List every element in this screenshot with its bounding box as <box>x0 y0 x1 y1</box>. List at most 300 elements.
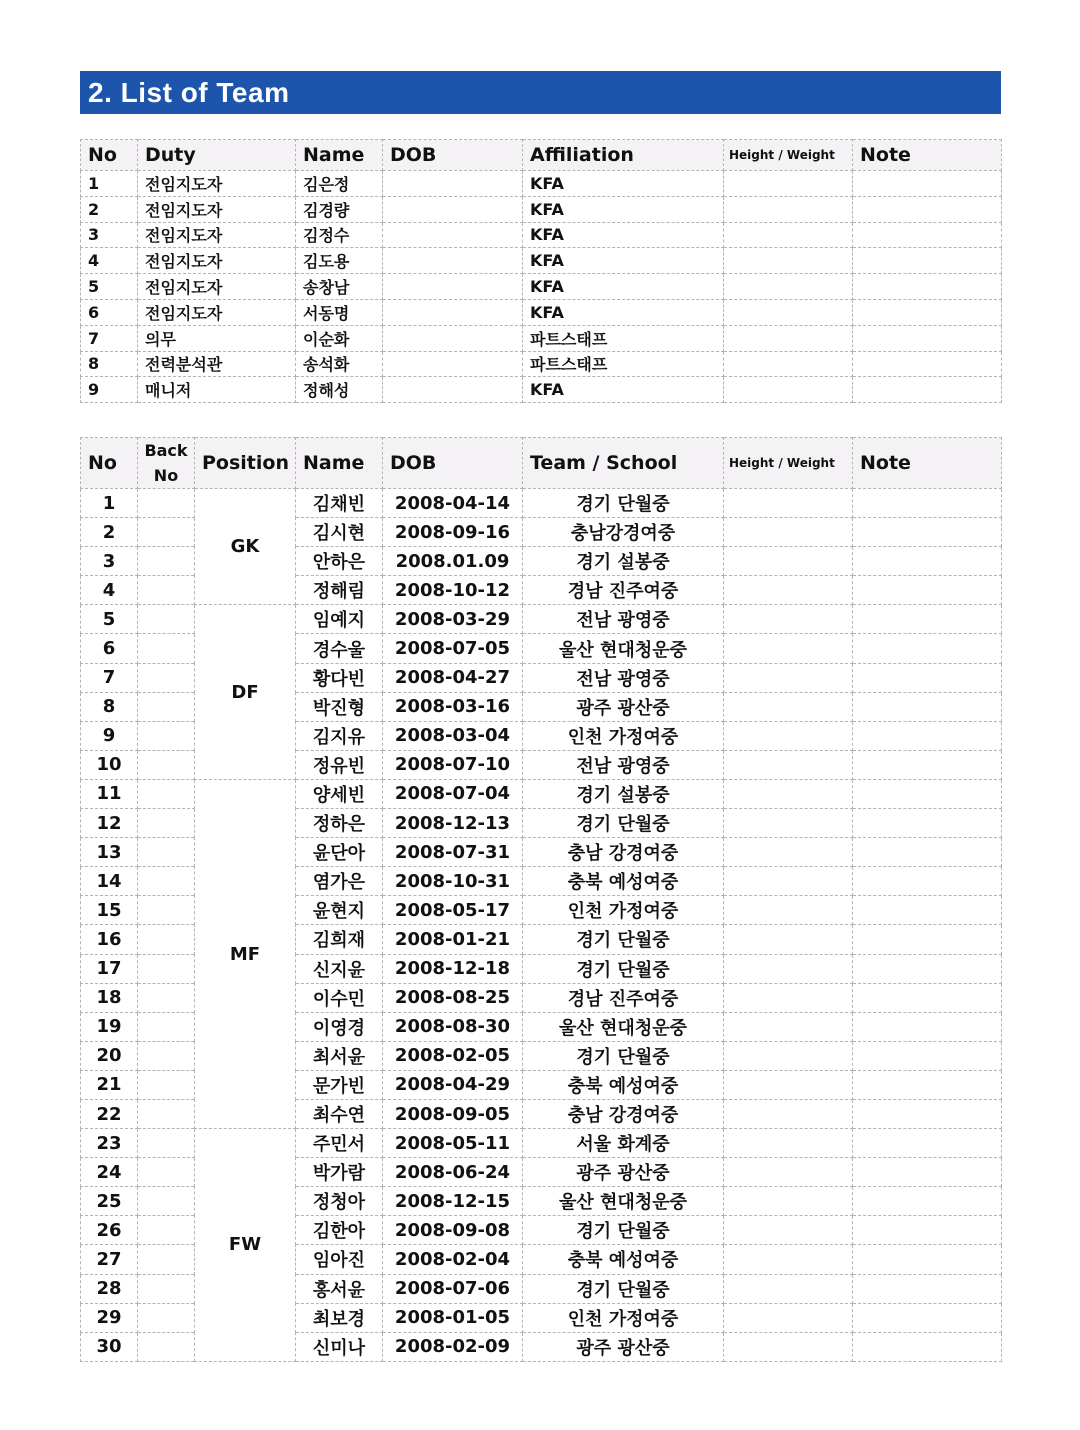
player-team-school: 경기 단월중 <box>523 809 724 838</box>
staff-note <box>853 248 1002 274</box>
player-table <box>80 437 1002 1362</box>
player-no: 19 <box>81 1012 138 1041</box>
staff-no: 5 <box>81 274 138 300</box>
player-back-no <box>138 721 195 750</box>
player-back-no <box>138 605 195 634</box>
player-no: 21 <box>81 1070 138 1099</box>
player-team-school: 충남 강경여중 <box>523 1099 724 1128</box>
player-back-no <box>138 547 195 576</box>
player-note <box>853 576 1002 605</box>
position-group-label: FW <box>195 1129 296 1362</box>
player-note <box>853 692 1002 721</box>
staff-dob <box>383 299 523 325</box>
staff-row <box>81 248 1002 274</box>
player-note <box>853 838 1002 867</box>
player-no: 7 <box>81 663 138 692</box>
player-height-weight <box>724 489 853 518</box>
player-name: 김희재 <box>296 925 383 954</box>
header-no: No <box>81 438 138 489</box>
staff-note <box>853 377 1002 403</box>
player-dob: 2008-09-08 <box>383 1216 523 1245</box>
player-height-weight <box>724 1158 853 1187</box>
player-name: 안하은 <box>296 547 383 576</box>
player-name: 최서윤 <box>296 1041 383 1070</box>
player-no: 26 <box>81 1216 138 1245</box>
staff-note <box>853 351 1002 377</box>
player-back-no <box>138 1012 195 1041</box>
player-height-weight <box>724 809 853 838</box>
player-no: 10 <box>81 750 138 779</box>
player-name: 주민서 <box>296 1129 383 1158</box>
player-height-weight <box>724 1099 853 1128</box>
staff-no: 1 <box>81 171 138 197</box>
staff-body <box>81 171 1002 403</box>
player-no: 15 <box>81 896 138 925</box>
staff-no: 6 <box>81 299 138 325</box>
staff-dob <box>383 325 523 351</box>
player-back-no <box>138 518 195 547</box>
player-note <box>853 1012 1002 1041</box>
staff-height-weight <box>724 196 853 222</box>
player-team-school: 전남 광영중 <box>523 605 724 634</box>
player-no: 3 <box>81 547 138 576</box>
player-name: 최보경 <box>296 1303 383 1332</box>
player-no: 29 <box>81 1303 138 1332</box>
player-team-school: 인천 가정여중 <box>523 896 724 925</box>
player-note <box>853 750 1002 779</box>
player-height-weight <box>724 1041 853 1070</box>
staff-row <box>81 325 1002 351</box>
header-note: Note <box>853 140 1002 171</box>
header-height-weight: Height / Weight <box>724 438 853 489</box>
player-height-weight <box>724 576 853 605</box>
player-name: 최수연 <box>296 1099 383 1128</box>
player-note <box>853 1332 1002 1361</box>
player-note <box>853 809 1002 838</box>
player-back-no <box>138 838 195 867</box>
player-row <box>81 1129 1002 1158</box>
position-group-label: GK <box>195 489 296 605</box>
player-back-no <box>138 1129 195 1158</box>
staff-note <box>853 196 1002 222</box>
player-team-school: 경기 단월중 <box>523 954 724 983</box>
player-team-school: 경기 단월중 <box>523 1041 724 1070</box>
header-dob: DOB <box>383 438 523 489</box>
player-team-school: 인천 가정여중 <box>523 1303 724 1332</box>
staff-dob <box>383 222 523 248</box>
player-note <box>853 1216 1002 1245</box>
player-team-school: 광주 광산중 <box>523 1158 724 1187</box>
staff-height-weight <box>724 351 853 377</box>
staff-note <box>853 299 1002 325</box>
player-back-no <box>138 576 195 605</box>
player-back-no <box>138 1070 195 1099</box>
player-dob: 2008-03-04 <box>383 721 523 750</box>
player-team-school: 경기 단월중 <box>523 1216 724 1245</box>
player-no: 9 <box>81 721 138 750</box>
staff-no: 2 <box>81 196 138 222</box>
player-back-no <box>138 779 195 808</box>
player-height-weight <box>724 605 853 634</box>
player-dob: 2008-02-09 <box>383 1332 523 1361</box>
header-height-weight: Height / Weight <box>724 140 853 171</box>
player-back-no <box>138 983 195 1012</box>
player-note <box>853 983 1002 1012</box>
player-name: 홍서윤 <box>296 1274 383 1303</box>
header-back-no-line1: Back <box>144 441 188 460</box>
player-row <box>81 605 1002 634</box>
staff-note <box>853 274 1002 300</box>
staff-name: 정해성 <box>296 377 383 403</box>
player-no: 1 <box>81 489 138 518</box>
player-name: 김채빈 <box>296 489 383 518</box>
player-no: 24 <box>81 1158 138 1187</box>
player-name: 신지윤 <box>296 954 383 983</box>
section-title: 2. List of Team <box>80 71 1001 114</box>
header-name: Name <box>296 438 383 489</box>
player-name: 정해림 <box>296 576 383 605</box>
player-back-no <box>138 1332 195 1361</box>
player-note <box>853 1187 1002 1216</box>
player-dob: 2008-07-06 <box>383 1274 523 1303</box>
player-height-weight <box>724 1070 853 1099</box>
player-dob: 2008-01-21 <box>383 925 523 954</box>
player-name: 정유빈 <box>296 750 383 779</box>
player-height-weight <box>724 663 853 692</box>
player-back-no <box>138 809 195 838</box>
player-height-weight <box>724 1274 853 1303</box>
player-team-school: 충북 예성여중 <box>523 867 724 896</box>
header-no: No <box>81 140 138 171</box>
player-team-school: 울산 현대청운중 <box>523 1012 724 1041</box>
player-back-no <box>138 750 195 779</box>
player-height-weight <box>724 954 853 983</box>
player-dob: 2008-07-05 <box>383 634 523 663</box>
player-team-school: 충북 예성여중 <box>523 1070 724 1099</box>
position-group-label: DF <box>195 605 296 780</box>
player-name: 정하은 <box>296 809 383 838</box>
player-back-no <box>138 1041 195 1070</box>
player-note <box>853 605 1002 634</box>
player-team-school: 경기 단월중 <box>523 1274 724 1303</box>
player-no: 5 <box>81 605 138 634</box>
player-back-no <box>138 954 195 983</box>
player-note <box>853 489 1002 518</box>
player-no: 27 <box>81 1245 138 1274</box>
player-team-school: 인천 가정여중 <box>523 721 724 750</box>
player-no: 16 <box>81 925 138 954</box>
staff-row <box>81 377 1002 403</box>
header-affiliation: Affiliation <box>523 140 724 171</box>
player-no: 30 <box>81 1332 138 1361</box>
player-team-school: 경기 단월중 <box>523 489 724 518</box>
player-back-no <box>138 1158 195 1187</box>
staff-height-weight <box>724 248 853 274</box>
staff-height-weight <box>724 171 853 197</box>
player-no: 12 <box>81 809 138 838</box>
player-note <box>853 1158 1002 1187</box>
staff-height-weight <box>724 377 853 403</box>
staff-duty: 전임지도자 <box>138 274 296 300</box>
header-position: Position <box>195 438 296 489</box>
staff-name: 김은정 <box>296 171 383 197</box>
player-height-weight <box>724 721 853 750</box>
player-height-weight <box>724 1245 853 1274</box>
player-team-school: 전남 광영중 <box>523 663 724 692</box>
player-dob: 2008-04-14 <box>383 489 523 518</box>
player-no: 22 <box>81 1099 138 1128</box>
staff-no: 3 <box>81 222 138 248</box>
player-team-school: 광주 광산중 <box>523 1332 724 1361</box>
staff-affiliation: 파트스태프 <box>523 325 724 351</box>
player-no: 2 <box>81 518 138 547</box>
staff-affiliation: KFA <box>523 299 724 325</box>
staff-no: 8 <box>81 351 138 377</box>
player-note <box>853 1099 1002 1128</box>
player-note <box>853 896 1002 925</box>
staff-row <box>81 274 1002 300</box>
player-team-school: 울산 현대청운중 <box>523 634 724 663</box>
player-team-school: 경남 진주여중 <box>523 576 724 605</box>
player-note <box>853 1303 1002 1332</box>
staff-duty: 전임지도자 <box>138 222 296 248</box>
player-back-no <box>138 692 195 721</box>
staff-height-weight <box>724 222 853 248</box>
player-name: 박진형 <box>296 692 383 721</box>
staff-duty: 전임지도자 <box>138 171 296 197</box>
player-name: 이영경 <box>296 1012 383 1041</box>
player-dob: 2008-02-04 <box>383 1245 523 1274</box>
player-height-weight <box>724 896 853 925</box>
player-dob: 2008.01.09 <box>383 547 523 576</box>
header-team-school: Team / School <box>523 438 724 489</box>
player-back-no <box>138 867 195 896</box>
player-back-no <box>138 1216 195 1245</box>
header-dob: DOB <box>383 140 523 171</box>
player-note <box>853 663 1002 692</box>
player-dob: 2008-04-29 <box>383 1070 523 1099</box>
player-name: 김시현 <box>296 518 383 547</box>
player-height-weight <box>724 1012 853 1041</box>
player-dob: 2008-07-31 <box>383 838 523 867</box>
staff-affiliation: KFA <box>523 222 724 248</box>
player-name: 황다빈 <box>296 663 383 692</box>
player-team-school: 경기 설봉중 <box>523 779 724 808</box>
staff-row <box>81 351 1002 377</box>
staff-dob <box>383 248 523 274</box>
player-back-no <box>138 663 195 692</box>
player-no: 25 <box>81 1187 138 1216</box>
player-dob: 2008-07-10 <box>383 750 523 779</box>
player-dob: 2008-05-11 <box>383 1129 523 1158</box>
player-no: 8 <box>81 692 138 721</box>
player-no: 28 <box>81 1274 138 1303</box>
staff-height-weight <box>724 274 853 300</box>
player-team-school: 경기 설봉중 <box>523 547 724 576</box>
player-header-row <box>81 438 1002 489</box>
player-back-no <box>138 925 195 954</box>
player-height-weight <box>724 750 853 779</box>
player-height-weight <box>724 518 853 547</box>
player-no: 18 <box>81 983 138 1012</box>
staff-affiliation: KFA <box>523 171 724 197</box>
player-dob: 2008-09-16 <box>383 518 523 547</box>
player-team-school: 광주 광산중 <box>523 692 724 721</box>
player-note <box>853 925 1002 954</box>
player-team-school: 전남 광영중 <box>523 750 724 779</box>
player-height-weight <box>724 1332 853 1361</box>
player-name: 임아진 <box>296 1245 383 1274</box>
player-height-weight <box>724 692 853 721</box>
player-height-weight <box>724 634 853 663</box>
player-no: 17 <box>81 954 138 983</box>
player-name: 윤단아 <box>296 838 383 867</box>
staff-duty: 전임지도자 <box>138 299 296 325</box>
player-team-school: 경남 진주여중 <box>523 983 724 1012</box>
player-height-weight <box>724 1187 853 1216</box>
player-dob: 2008-03-16 <box>383 692 523 721</box>
staff-table <box>80 139 1002 403</box>
header-duty: Duty <box>138 140 296 171</box>
player-name: 염가은 <box>296 867 383 896</box>
player-no: 11 <box>81 779 138 808</box>
header-name: Name <box>296 140 383 171</box>
player-note <box>853 1245 1002 1274</box>
player-name: 정청아 <box>296 1187 383 1216</box>
player-team-school: 경기 단월중 <box>523 925 724 954</box>
staff-name: 서동명 <box>296 299 383 325</box>
player-note <box>853 779 1002 808</box>
player-no: 6 <box>81 634 138 663</box>
player-team-school: 충남강경여중 <box>523 518 724 547</box>
player-no: 14 <box>81 867 138 896</box>
player-row <box>81 489 1002 518</box>
player-team-school: 충남 강경여중 <box>523 838 724 867</box>
player-name: 김한아 <box>296 1216 383 1245</box>
player-height-weight <box>724 1216 853 1245</box>
staff-name: 송창남 <box>296 274 383 300</box>
header-back-no-line2: No <box>153 466 179 485</box>
player-body <box>81 489 1002 1362</box>
staff-row <box>81 196 1002 222</box>
player-back-no <box>138 489 195 518</box>
player-note <box>853 721 1002 750</box>
player-height-weight <box>724 779 853 808</box>
player-note <box>853 954 1002 983</box>
player-dob: 2008-05-17 <box>383 896 523 925</box>
staff-header-row <box>81 140 1002 171</box>
player-dob: 2008-12-15 <box>383 1187 523 1216</box>
staff-row <box>81 299 1002 325</box>
player-name: 김지유 <box>296 721 383 750</box>
player-height-weight <box>724 983 853 1012</box>
player-name: 윤현지 <box>296 896 383 925</box>
staff-duty: 전력분석관 <box>138 351 296 377</box>
player-height-weight <box>724 547 853 576</box>
player-name: 문가빈 <box>296 1070 383 1099</box>
player-back-no <box>138 634 195 663</box>
player-dob: 2008-03-29 <box>383 605 523 634</box>
player-no: 4 <box>81 576 138 605</box>
staff-dob <box>383 377 523 403</box>
staff-dob <box>383 171 523 197</box>
player-row <box>81 779 1002 808</box>
player-dob: 2008-10-31 <box>383 867 523 896</box>
player-back-no <box>138 1187 195 1216</box>
staff-dob <box>383 196 523 222</box>
player-name: 박가람 <box>296 1158 383 1187</box>
staff-affiliation: KFA <box>523 377 724 403</box>
staff-no: 4 <box>81 248 138 274</box>
player-back-no <box>138 1245 195 1274</box>
staff-row <box>81 222 1002 248</box>
staff-name: 김경량 <box>296 196 383 222</box>
staff-no: 7 <box>81 325 138 351</box>
player-name: 임예지 <box>296 605 383 634</box>
player-note <box>853 1041 1002 1070</box>
player-dob: 2008-04-27 <box>383 663 523 692</box>
header-note: Note <box>853 438 1002 489</box>
player-note <box>853 1274 1002 1303</box>
staff-duty: 의무 <box>138 325 296 351</box>
staff-affiliation: KFA <box>523 248 724 274</box>
staff-affiliation: KFA <box>523 274 724 300</box>
staff-affiliation: KFA <box>523 196 724 222</box>
player-back-no <box>138 896 195 925</box>
player-dob: 2008-06-24 <box>383 1158 523 1187</box>
player-dob: 2008-12-13 <box>383 809 523 838</box>
staff-name: 김도용 <box>296 248 383 274</box>
staff-affiliation: 파트스태프 <box>523 351 724 377</box>
player-dob: 2008-10-12 <box>383 576 523 605</box>
player-no: 23 <box>81 1129 138 1158</box>
staff-name: 송석화 <box>296 351 383 377</box>
staff-duty: 전임지도자 <box>138 196 296 222</box>
player-note <box>853 867 1002 896</box>
player-back-no <box>138 1099 195 1128</box>
player-note <box>853 1129 1002 1158</box>
staff-note <box>853 325 1002 351</box>
staff-height-weight <box>724 299 853 325</box>
player-dob: 2008-01-05 <box>383 1303 523 1332</box>
player-dob: 2008-08-25 <box>383 983 523 1012</box>
player-height-weight <box>724 1303 853 1332</box>
position-group-label: MF <box>195 779 296 1128</box>
player-name: 신미나 <box>296 1332 383 1361</box>
staff-note <box>853 222 1002 248</box>
player-back-no <box>138 1303 195 1332</box>
staff-row <box>81 171 1002 197</box>
player-back-no <box>138 1274 195 1303</box>
staff-name: 이순화 <box>296 325 383 351</box>
player-height-weight <box>724 867 853 896</box>
player-dob: 2008-08-30 <box>383 1012 523 1041</box>
staff-duty: 전임지도자 <box>138 248 296 274</box>
player-note <box>853 547 1002 576</box>
player-team-school: 충북 예성여중 <box>523 1245 724 1274</box>
player-dob: 2008-12-18 <box>383 954 523 983</box>
player-note <box>853 634 1002 663</box>
staff-name: 김정수 <box>296 222 383 248</box>
staff-duty: 매니저 <box>138 377 296 403</box>
player-team-school: 울산 현대청운중 <box>523 1187 724 1216</box>
player-name: 양세빈 <box>296 779 383 808</box>
player-height-weight <box>724 838 853 867</box>
player-note <box>853 1070 1002 1099</box>
player-name: 이수민 <box>296 983 383 1012</box>
player-height-weight <box>724 925 853 954</box>
player-name: 경수울 <box>296 634 383 663</box>
